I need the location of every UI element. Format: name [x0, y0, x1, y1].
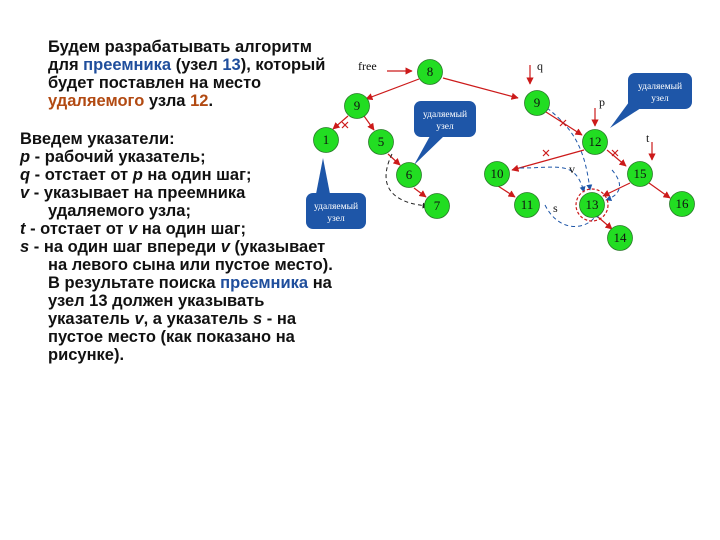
- text-run: .: [208, 92, 214, 110]
- node-label: 7: [433, 198, 441, 213]
- text-run: -: [29, 238, 44, 256]
- node-label: 10: [490, 166, 504, 181]
- node-label: 1: [322, 132, 330, 147]
- right-tree-nodes: [485, 91, 695, 251]
- edge: [498, 186, 515, 197]
- node-label: 9: [353, 98, 361, 113]
- tree-node: [583, 130, 608, 155]
- text-run: указывает на преемника удаляемого узла;: [43, 184, 246, 220]
- text-run: (указывает на левого сына или пустое место).: [48, 238, 333, 274]
- text-run: В результате поиска: [48, 274, 221, 292]
- tree-node: [608, 226, 633, 251]
- text-run: -: [30, 148, 45, 166]
- tree-node: [314, 128, 339, 153]
- label-p: p: [599, 95, 605, 109]
- tree-node: [369, 130, 394, 155]
- tree-node: [670, 192, 695, 217]
- node-label: 8: [426, 64, 434, 79]
- pointer-key: s: [20, 238, 30, 256]
- edge: [366, 79, 419, 99]
- text-run: -: [25, 220, 41, 238]
- pointer-key: q: [20, 166, 31, 184]
- node-label: 11: [520, 197, 534, 212]
- node-label: 13: [585, 197, 599, 212]
- text-run: на один шаг;: [142, 166, 252, 184]
- pointer-key: p: [132, 166, 143, 184]
- pointer-key: v: [134, 310, 144, 328]
- label-q: q: [537, 59, 543, 73]
- pointer-key: v: [20, 184, 30, 202]
- pointer-key: p: [20, 148, 31, 166]
- text-run: отстает от: [40, 220, 129, 238]
- tree-node: [525, 91, 550, 116]
- label-free: free: [358, 59, 377, 73]
- cross-mark: [342, 122, 348, 128]
- text-run: - на пустое место (как показано на рисунке).: [48, 310, 297, 364]
- text-run: отстает от: [44, 166, 133, 184]
- highlight-node-13: 13: [222, 56, 241, 74]
- tree-node: [485, 162, 510, 187]
- node-label: 14: [613, 230, 627, 245]
- node-label: 16: [675, 196, 689, 211]
- text-run: (узел: [171, 56, 223, 74]
- label-s: s: [553, 201, 558, 215]
- callout-deleted-node: [414, 101, 476, 165]
- pointer-key: s: [253, 310, 263, 328]
- edge: [603, 183, 630, 196]
- pointer-key: v: [220, 238, 230, 256]
- text-run: -: [29, 184, 44, 202]
- node-label: 5: [377, 134, 385, 149]
- edge: [388, 154, 400, 165]
- text-run: ), который будет поставлен на место: [48, 56, 326, 92]
- edge: [364, 116, 374, 130]
- tree-node: [580, 193, 605, 218]
- callout-deleted-node: [306, 158, 366, 229]
- highlight-node-12: 12: [190, 92, 209, 110]
- edge: [649, 183, 670, 198]
- node-label: 9: [533, 95, 541, 110]
- pointers-heading: Введем указатели:: [20, 130, 175, 148]
- cross-mark: [543, 150, 549, 156]
- edge: [333, 116, 348, 129]
- text-run: Будем разрабатывать алгоритм для: [48, 38, 312, 74]
- callout-text: удаляемый узел: [313, 202, 359, 224]
- text-run: -: [30, 166, 45, 184]
- edge: [443, 78, 518, 98]
- callout-deleted-node: [610, 73, 692, 128]
- edge: [414, 188, 426, 197]
- tree-node: [628, 162, 653, 187]
- callout-text: удаляемый узел: [422, 110, 468, 132]
- label-v: v: [569, 162, 575, 176]
- highlight-successor: преемника: [83, 56, 172, 74]
- text-run: узла: [144, 92, 191, 110]
- dashed-arrow: [547, 108, 590, 190]
- node-label: 12: [588, 134, 602, 149]
- text-run: на один шаг впереди: [43, 238, 221, 256]
- edge: [607, 150, 626, 166]
- tree-node: [397, 163, 422, 188]
- tree-node: [425, 194, 450, 219]
- node-label: 6: [405, 167, 413, 182]
- tree-node: [345, 94, 370, 119]
- pointer-key: t: [20, 220, 26, 238]
- tree-node: [515, 193, 540, 218]
- cross-mark: [612, 150, 618, 156]
- callout-text: удаляемый узел: [637, 82, 683, 104]
- text-run: на один шаг;: [137, 220, 246, 238]
- pointer-key: v: [128, 220, 138, 238]
- node-label: 15: [633, 166, 647, 181]
- text-run: на узел 13 должен указывать указатель: [48, 274, 332, 328]
- dashed-arrow: [606, 170, 620, 200]
- text-run: рабочий указатель;: [44, 148, 206, 166]
- cross-mark: [560, 120, 566, 126]
- text-run: , а указатель: [143, 310, 254, 328]
- label-t: t: [646, 131, 650, 145]
- tree-node: [418, 60, 443, 85]
- highlight-deleted: удаляемого: [48, 92, 145, 110]
- highlight-successor: преемника: [220, 274, 309, 292]
